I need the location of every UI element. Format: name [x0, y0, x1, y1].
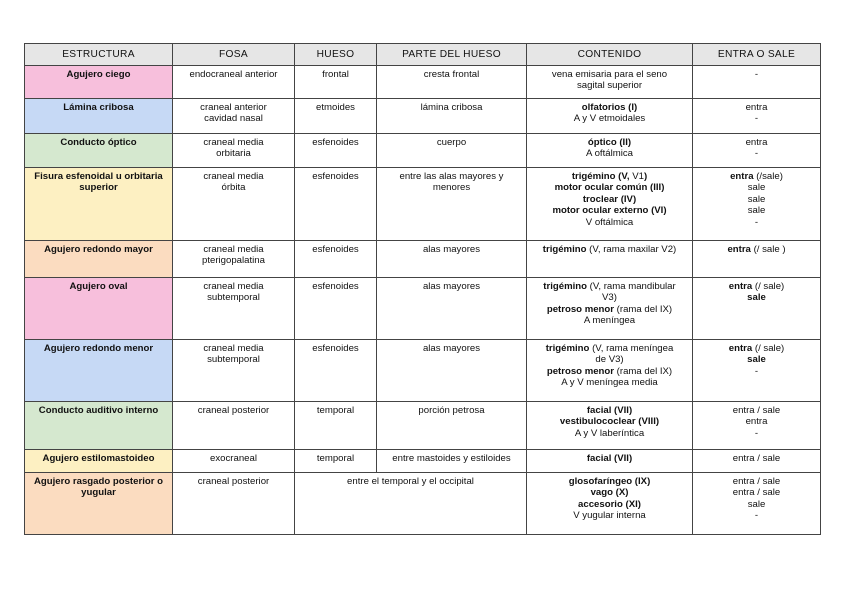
table-header — [25, 44, 821, 66]
fosa-cell — [173, 473, 295, 535]
cell-line: entre mastoides y estiloides — [392, 453, 511, 464]
cell-line — [531, 428, 688, 439]
bold-text: sale — [747, 354, 766, 366]
plain-text: entra / sale — [732, 405, 781, 416]
contenido-cell — [527, 241, 693, 278]
table-row — [25, 168, 821, 241]
cell-line — [697, 416, 816, 427]
hueso-cell: etmoides — [295, 99, 377, 134]
cell-line — [697, 428, 816, 439]
plain-text: (V, rama maxilar V2) — [586, 244, 677, 255]
header-entra-o-sale: ENTRA O SALE — [693, 44, 821, 66]
plain-text: - — [754, 113, 759, 125]
entra-o-sale-cell — [693, 134, 821, 168]
table-body — [25, 66, 821, 535]
estructura-cell: Fisura esfenoidal u orbitaria superior — [25, 168, 173, 241]
plain-text: de V3) — [595, 354, 624, 366]
cell-line — [697, 217, 816, 228]
cell-line — [697, 405, 816, 416]
cell-line: cuerpo — [436, 137, 467, 148]
fosa-cell — [173, 278, 295, 340]
header-row — [25, 44, 821, 66]
cell-line — [697, 205, 816, 216]
table-row — [25, 278, 821, 340]
hueso-cell: esfenoides — [295, 134, 377, 168]
bold-text: entra — [728, 343, 753, 354]
entra-o-sale-cell — [693, 99, 821, 134]
plain-text: entra — [745, 102, 768, 113]
cell-line — [531, 343, 688, 354]
cell-line: craneal media — [203, 137, 264, 148]
table-row — [25, 473, 821, 535]
cell-line — [531, 244, 688, 255]
entra-o-sale-cell — [693, 241, 821, 278]
plain-text: sale — [747, 205, 766, 217]
contenido-cell — [527, 402, 693, 450]
header-hueso: HUESO — [295, 44, 377, 66]
entra-o-sale-cell — [693, 168, 821, 241]
table-row — [25, 450, 821, 473]
cell-line — [697, 137, 816, 148]
cell-line: craneal posterior — [197, 476, 270, 487]
cell-line — [697, 113, 816, 124]
cell-line: menores — [432, 182, 471, 194]
cell-line — [531, 217, 688, 228]
cell-line — [697, 281, 816, 292]
plain-text: A y V laberíntica — [574, 427, 645, 439]
bold-text: accesorio (XI) — [578, 498, 641, 510]
cell-line — [531, 476, 688, 487]
contenido-cell — [527, 340, 693, 402]
plain-text: A meníngea — [583, 315, 636, 327]
cell-line: exocraneal — [210, 453, 257, 464]
cell-line — [697, 499, 816, 510]
plain-text: (/ sale) — [752, 281, 785, 292]
entra-o-sale-cell — [693, 340, 821, 402]
bold-text: sale — [747, 292, 766, 304]
bold-text: entra — [730, 171, 754, 182]
cell-line — [697, 171, 816, 182]
contenido-cell — [527, 134, 693, 168]
cell-line: craneal media — [203, 244, 264, 255]
fosa-cell — [173, 241, 295, 278]
cell-line — [531, 453, 688, 464]
bold-text: motor ocular común (III) — [554, 182, 665, 194]
plain-text: V yugular interna — [573, 510, 646, 522]
plain-text: (V, rama meníngea — [589, 343, 674, 354]
parte-del-hueso-cell — [377, 402, 527, 450]
table-row — [25, 66, 821, 99]
bold-text: facial (VII) — [586, 453, 633, 464]
bold-text: motor ocular externo (VI) — [552, 205, 667, 217]
bold-text: vago (X) — [590, 487, 629, 499]
contenido-cell — [527, 168, 693, 241]
estructura-cell: Agujero ciego — [25, 66, 173, 99]
cell-line — [531, 405, 688, 416]
cell-line: entre las alas mayores y — [399, 171, 504, 182]
cell-line — [531, 366, 688, 377]
bold-text: ) — [643, 171, 648, 182]
parte-del-hueso-cell — [377, 450, 527, 473]
cell-line — [531, 281, 688, 292]
contenido-cell — [527, 278, 693, 340]
cell-line: pterigopalatina — [202, 255, 265, 267]
plain-text: (V, rama mandibular — [587, 281, 676, 292]
fosa-cell — [173, 450, 295, 473]
cell-line — [697, 343, 816, 354]
table-row — [25, 241, 821, 278]
cell-line — [697, 366, 816, 377]
contenido-cell — [527, 450, 693, 473]
estructura-cell: Agujero redondo menor — [25, 340, 173, 402]
cell-line: alas mayores — [422, 244, 481, 255]
cell-line: órbita — [221, 182, 246, 194]
plain-text: (rama del IX) — [614, 365, 673, 377]
cell-line — [531, 377, 688, 388]
cell-line: porción petrosa — [418, 405, 485, 416]
cell-line — [531, 304, 688, 315]
bold-text: petroso menor — [546, 365, 615, 377]
parte-del-hueso-cell — [377, 134, 527, 168]
parte-del-hueso-cell — [377, 99, 527, 134]
header-fosa: FOSA — [173, 44, 295, 66]
cell-line — [531, 499, 688, 510]
plain-text: - — [754, 365, 759, 377]
cell-line — [531, 510, 688, 521]
bold-text: trigémino (V, — [571, 171, 630, 182]
cell-line — [697, 476, 816, 487]
bold-text: trigémino — [543, 281, 587, 292]
cell-line — [697, 182, 816, 193]
entra-o-sale-cell — [693, 66, 821, 99]
plain-text: (/ sale ) — [750, 244, 786, 255]
cell-line: cresta frontal — [423, 69, 480, 80]
plain-text: V3) — [602, 292, 617, 304]
cell-line: craneal posterior — [197, 405, 270, 416]
cell-line: craneal media — [203, 343, 264, 354]
cell-line — [697, 102, 816, 113]
entra-o-sale-cell — [693, 402, 821, 450]
cell-line: craneal anterior — [200, 102, 267, 113]
plain-text: - — [754, 510, 759, 522]
contenido-cell — [527, 99, 693, 134]
hueso-cell: esfenoides — [295, 241, 377, 278]
cell-line — [531, 137, 688, 148]
bold-text: facial (VII) — [586, 405, 633, 416]
fosa-cell — [173, 402, 295, 450]
cell-line — [531, 205, 688, 216]
plain-text: - — [754, 148, 759, 160]
cell-line — [531, 194, 688, 205]
cell-line — [697, 510, 816, 521]
cell-line: craneal media — [203, 281, 264, 292]
cell-line — [531, 102, 688, 113]
estructura-cell: Agujero estilomastoideo — [25, 450, 173, 473]
bold-text: trigémino — [542, 244, 587, 255]
cell-line — [697, 194, 816, 205]
parte-del-hueso-cell — [377, 66, 527, 99]
plain-text: sale — [747, 193, 766, 205]
hueso-cell: temporal — [295, 402, 377, 450]
cell-line — [531, 416, 688, 427]
plain-text: sale — [747, 182, 766, 194]
table-row — [25, 134, 821, 168]
bold-text: entra — [728, 281, 753, 292]
parte-del-hueso-cell — [377, 278, 527, 340]
plain-text: - — [754, 427, 759, 439]
estructura-cell: Conducto óptico — [25, 134, 173, 168]
cell-line — [531, 148, 688, 159]
header-estructura: ESTRUCTURA — [25, 44, 173, 66]
plain-text: A y V meníngea media — [561, 377, 658, 389]
hueso-cell: esfenoides — [295, 278, 377, 340]
plain-text: V oftálmica — [585, 216, 634, 228]
bold-text: petroso menor — [546, 303, 615, 315]
cell-line: cavidad nasal — [204, 113, 263, 125]
skull-foramina-table — [24, 43, 821, 535]
plain-text: entra / sale — [732, 487, 781, 499]
header-parte-del-hueso: PARTE DEL HUESO — [377, 44, 527, 66]
bold-text: olfatorios (I) — [581, 102, 638, 113]
hueso-cell: esfenoides — [295, 340, 377, 402]
cell-line — [697, 148, 816, 159]
parte-del-hueso-cell — [377, 340, 527, 402]
hueso-cell: esfenoides — [295, 168, 377, 241]
entra-o-sale-cell — [693, 473, 821, 535]
cell-line: alas mayores — [422, 281, 481, 292]
cell-line: subtemporal — [207, 292, 260, 304]
hueso-parte-merged-cell: entre el temporal y el occipital — [295, 473, 527, 535]
cell-line — [697, 244, 816, 255]
cell-line — [531, 292, 688, 303]
cell-line — [531, 182, 688, 193]
cell-line: subtemporal — [207, 354, 260, 366]
cell-line: craneal media — [203, 171, 264, 182]
plain-text: - — [754, 216, 759, 228]
bold-text: óptico (II) — [587, 137, 632, 148]
estructura-cell: Conducto auditivo interno — [25, 402, 173, 450]
plain-text: entra — [745, 137, 768, 148]
cell-line — [531, 487, 688, 498]
fosa-cell — [173, 99, 295, 134]
plain-text: - — [754, 69, 759, 80]
contenido-cell — [527, 473, 693, 535]
parte-del-hueso-cell — [377, 241, 527, 278]
cell-line — [697, 69, 816, 80]
table-row — [25, 402, 821, 450]
cell-line: orbitaria — [216, 148, 251, 160]
plain-text: entra / sale — [732, 453, 781, 464]
bold-text: glosofaríngeo (IX) — [568, 476, 651, 487]
table-row — [25, 99, 821, 134]
plain-text: entra — [745, 416, 768, 428]
cell-line — [531, 80, 688, 91]
cell-line — [531, 354, 688, 365]
plain-text: vena emisaria para el seno — [551, 69, 668, 80]
cell-line — [697, 453, 816, 464]
parte-del-hueso-cell — [377, 168, 527, 241]
fosa-cell — [173, 134, 295, 168]
bold-text: troclear (IV) — [582, 193, 637, 205]
plain-text: entra / sale — [732, 476, 781, 487]
bold-text: trigémino — [545, 343, 590, 354]
plain-text: (/sale) — [753, 171, 783, 182]
table-row — [25, 340, 821, 402]
plain-text: sale — [747, 498, 766, 510]
fosa-cell — [173, 168, 295, 241]
hueso-cell: temporal — [295, 450, 377, 473]
cell-line — [531, 113, 688, 124]
cell-line — [531, 315, 688, 326]
header-contenido: CONTENIDO — [527, 44, 693, 66]
plain-text: A oftálmica — [586, 148, 633, 160]
bold-text: entra — [727, 244, 751, 255]
fosa-cell — [173, 340, 295, 402]
plain-text: (/ sale) — [752, 343, 785, 354]
entra-o-sale-cell — [693, 450, 821, 473]
estructura-cell: Lámina cribosa — [25, 99, 173, 134]
fosa-cell — [173, 66, 295, 99]
cell-line — [697, 354, 816, 365]
estructura-cell: Agujero rasgado posterior o yugular — [25, 473, 173, 535]
entra-o-sale-cell — [693, 278, 821, 340]
hueso-cell: frontal — [295, 66, 377, 99]
plain-text: A y V etmoidales — [573, 113, 646, 125]
plain-text: sagital superior — [576, 80, 643, 92]
estructura-cell: Agujero oval — [25, 278, 173, 340]
cell-line — [531, 171, 688, 182]
estructura-cell: Agujero redondo mayor — [25, 241, 173, 278]
bold-text: vestibulococlear (VIII) — [559, 416, 660, 428]
cell-line: alas mayores — [422, 343, 481, 354]
table-container — [24, 43, 820, 535]
cell-line — [531, 69, 688, 80]
cell-line — [697, 487, 816, 498]
cell-line: endocraneal anterior — [189, 69, 278, 80]
cell-line: lámina cribosa — [420, 102, 483, 113]
cell-line — [697, 292, 816, 303]
plain-text: (rama del IX) — [614, 303, 673, 315]
plain-text: V1 — [629, 171, 644, 182]
contenido-cell — [527, 66, 693, 99]
